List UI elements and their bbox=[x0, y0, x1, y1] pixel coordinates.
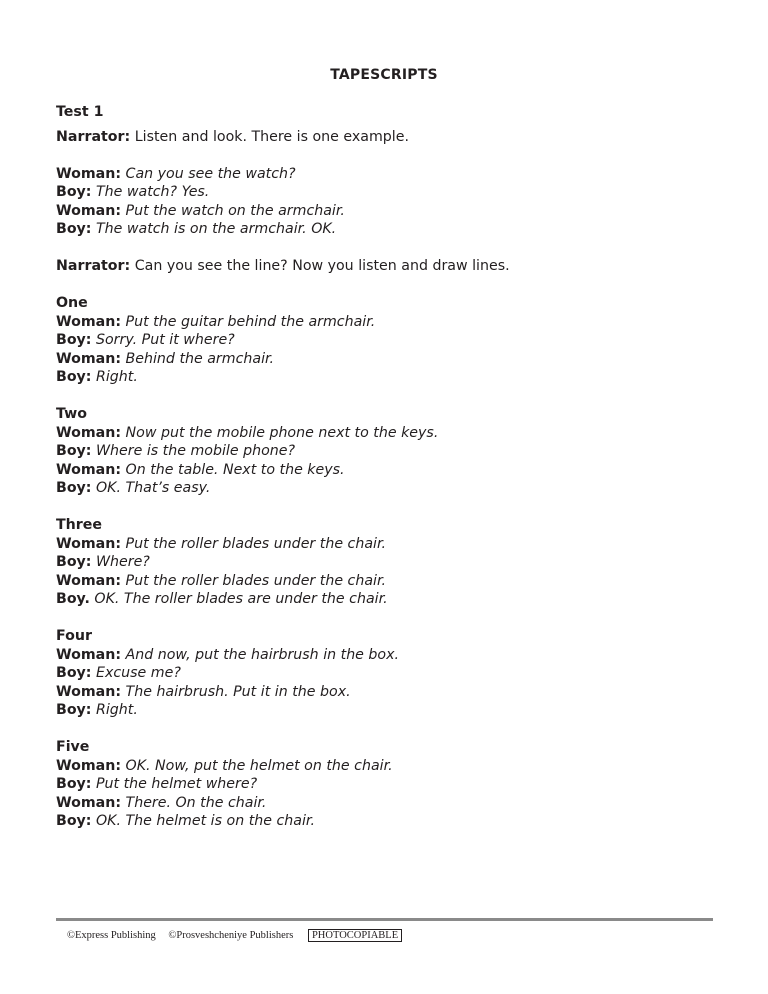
speaker-label: Narrator: bbox=[56, 258, 131, 274]
dialogue-text: OK. The roller blades are under the chair. bbox=[89, 591, 388, 607]
dialogue-line bbox=[56, 553, 716, 572]
dialogue-line bbox=[56, 461, 716, 480]
dialogue-text: OK. The helmet is on the chair. bbox=[91, 813, 315, 829]
dialogue-text: Where? bbox=[91, 554, 150, 570]
speaker-label: Boy: bbox=[56, 665, 92, 681]
dialogue-text: Put the roller blades under the chair. bbox=[121, 535, 387, 552]
dialogue-line bbox=[56, 812, 716, 831]
dialogue-line bbox=[56, 479, 716, 498]
dialogue-line bbox=[56, 664, 716, 683]
test-heading: Test 1 bbox=[56, 104, 104, 120]
dialogue-line bbox=[56, 794, 716, 813]
speaker-label: Woman: bbox=[56, 165, 122, 182]
speaker-label: Narrator: bbox=[56, 128, 131, 145]
dialogue-line bbox=[56, 424, 716, 443]
dialogue-text: Right. bbox=[91, 369, 138, 385]
speaker-label: Woman: bbox=[56, 461, 122, 478]
dialogue-line bbox=[56, 775, 716, 794]
dialogue-text: Right. bbox=[91, 702, 138, 718]
speaker-label: Woman: bbox=[56, 535, 122, 552]
instruction-line bbox=[56, 257, 716, 276]
dialogue-line bbox=[56, 331, 716, 350]
dialogue-line bbox=[56, 701, 716, 720]
dialogue-line bbox=[56, 572, 716, 591]
dialogue-text: Can you see the watch? bbox=[121, 165, 296, 182]
footer-divider bbox=[56, 918, 713, 921]
dialogue-text: Put the watch on the armchair. bbox=[121, 202, 345, 219]
section-three bbox=[56, 516, 716, 609]
dialogue-line bbox=[56, 183, 716, 202]
dialogue-text: Put the helmet where? bbox=[91, 776, 258, 792]
dialogue-line bbox=[56, 350, 716, 369]
section-heading: Three bbox=[56, 517, 103, 533]
dialogue-text: Listen and look. There is one example. bbox=[130, 128, 409, 145]
dialogue-line bbox=[56, 220, 716, 239]
speaker-label: Boy: bbox=[56, 554, 92, 570]
speaker-label: Boy: bbox=[56, 332, 92, 348]
dialogue-text: Excuse me? bbox=[91, 665, 181, 681]
speaker-label: Boy. bbox=[56, 591, 90, 607]
dialogue-text: OK. Now, put the helmet on the chair. bbox=[121, 757, 393, 774]
dialogue-text: And now, put the hairbrush in the box. bbox=[121, 646, 400, 663]
speaker-label: Woman: bbox=[56, 757, 122, 774]
speaker-label: Boy: bbox=[56, 813, 92, 829]
publisher-credit: ©Express Publishing bbox=[67, 930, 156, 941]
section-heading: Four bbox=[56, 628, 92, 644]
dialogue-text: Put the guitar behind the armchair. bbox=[121, 313, 376, 330]
dialogue-text: Where is the mobile phone? bbox=[91, 443, 296, 459]
speaker-label: Boy: bbox=[56, 702, 92, 718]
section-one bbox=[56, 294, 716, 387]
dialogue-line bbox=[56, 165, 716, 184]
speaker-label: Boy: bbox=[56, 776, 92, 792]
dialogue-text: Put the roller blades under the chair. bbox=[121, 572, 387, 589]
speaker-label: Woman: bbox=[56, 794, 122, 811]
dialogue-line bbox=[56, 757, 716, 776]
section-two bbox=[56, 405, 716, 498]
dialogue-line bbox=[56, 368, 716, 387]
speaker-label: Boy: bbox=[56, 221, 92, 237]
photocopiable-badge: PHOTOCOPIABLE bbox=[308, 929, 402, 942]
section-heading: Two bbox=[56, 406, 87, 422]
example-block bbox=[56, 165, 716, 239]
dialogue-text: The hairbrush. Put it in the box. bbox=[121, 683, 351, 700]
dialogue-text: OK. That’s easy. bbox=[91, 480, 211, 496]
speaker-label: Woman: bbox=[56, 424, 122, 441]
page-title: TAPESCRIPTS bbox=[330, 67, 438, 83]
dialogue-text: Now put the mobile phone next to the keys. bbox=[121, 424, 439, 441]
dialogue-text: The watch is on the armchair. OK. bbox=[91, 221, 337, 237]
dialogue-text: Can you see the line? Now you listen and draw lines. bbox=[130, 258, 510, 274]
dialogue-line bbox=[56, 313, 716, 332]
dialogue-line bbox=[56, 535, 716, 554]
dialogue-text: Sorry. Put it where? bbox=[91, 332, 235, 348]
dialogue-text: On the table. Next to the keys. bbox=[121, 461, 345, 478]
intro-line bbox=[56, 128, 716, 147]
section-heading: One bbox=[56, 295, 88, 311]
speaker-label: Boy: bbox=[56, 184, 92, 200]
speaker-label: Boy: bbox=[56, 443, 92, 459]
dialogue-line bbox=[56, 442, 716, 461]
speaker-label: Woman: bbox=[56, 683, 122, 700]
tapescript-body bbox=[56, 103, 716, 831]
publisher-credit: ©Prosveshcheniye Publishers bbox=[168, 930, 294, 941]
dialogue-line bbox=[56, 202, 716, 221]
dialogue-text: There. On the chair. bbox=[121, 794, 267, 811]
speaker-label: Woman: bbox=[56, 572, 122, 589]
speaker-label: Boy: bbox=[56, 480, 92, 496]
dialogue-text: Behind the armchair. bbox=[121, 350, 275, 367]
speaker-label: Woman: bbox=[56, 202, 122, 219]
dialogue-text: The watch? Yes. bbox=[91, 184, 210, 200]
dialogue-line bbox=[56, 646, 716, 665]
speaker-label: Woman: bbox=[56, 646, 122, 663]
speaker-label: Woman: bbox=[56, 313, 122, 330]
section-five bbox=[56, 738, 716, 831]
dialogue-line bbox=[56, 683, 716, 702]
speaker-label: Woman: bbox=[56, 350, 122, 367]
footer bbox=[67, 930, 412, 941]
section-heading: Five bbox=[56, 739, 90, 755]
section-four bbox=[56, 627, 716, 720]
dialogue-line bbox=[56, 590, 716, 609]
speaker-label: Boy: bbox=[56, 369, 92, 385]
